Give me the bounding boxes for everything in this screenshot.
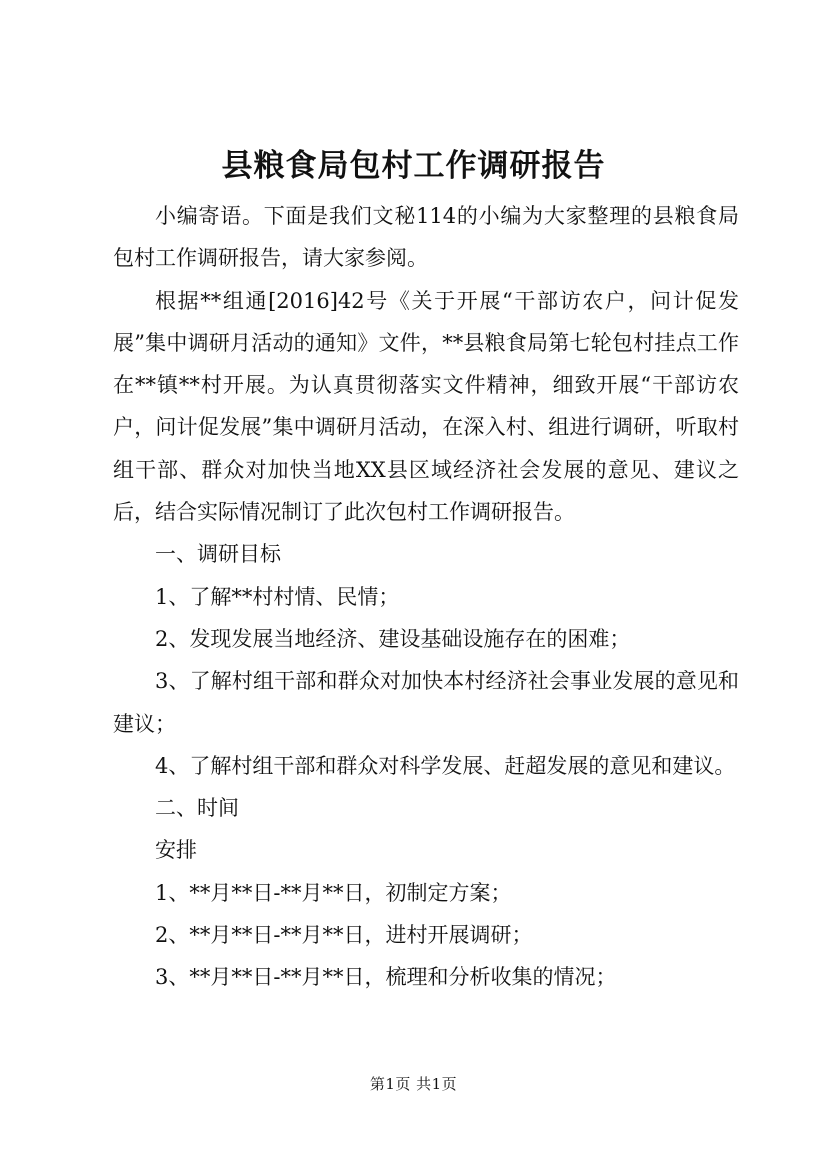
list-item-schedule-3: 3、**月**日-**月**日，梳理和分析收集的情况；: [155, 965, 617, 990]
list-item-schedule-2: 2、**月**日-**月**日，进村开展调研；: [155, 923, 533, 948]
section-heading-time: 二、时间: [155, 796, 239, 821]
section-subheading-schedule: 安排: [155, 838, 197, 863]
document-body: [113, 195, 739, 999]
paragraph-intro: 小编寄语。下面是我们文秘114的小编为大家整理的县粮食局包村工作调研报告，请大家参阅。: [113, 204, 739, 271]
list-item-schedule-1: 1、**月**日-**月**日，初制定方案；: [155, 880, 512, 905]
page-footer: 第1页 共1页: [369, 1075, 458, 1093]
document-title: 县粮食局包村工作调研报告: [221, 148, 606, 184]
paragraph-background: 根据**组通[2016]42号《关于开展“干部访农户，问计促发展”集中调研月活动的通知》文件，**县粮食局第七轮包村挂点工作在**镇**村开展。为认真贯彻落实文件精神，细致开展“干部访农户，问计促发展”集中调研月活动，在深入村、组进行调研，听取村组干部、群众对加快当地XX县区域经济社会发展的意见、建议之后，结合实际情况制订了此次包村工作调研报告。: [113, 288, 739, 525]
list-item-goal-4: 4、了解村组干部和群众对科学发展、赶超发展的意见和建议。: [155, 753, 736, 778]
list-item-goal-3: 3、了解村组干部和群众对加快本村经济社会事业发展的意见和建议；: [113, 669, 739, 736]
list-item-goal-2: 2、发现发展当地经济、建设基础设施存在的困难；: [155, 626, 631, 651]
list-item-goal-1: 1、了解**村村情、民情；: [155, 584, 400, 609]
section-heading-goals: 一、调研目标: [155, 542, 281, 567]
